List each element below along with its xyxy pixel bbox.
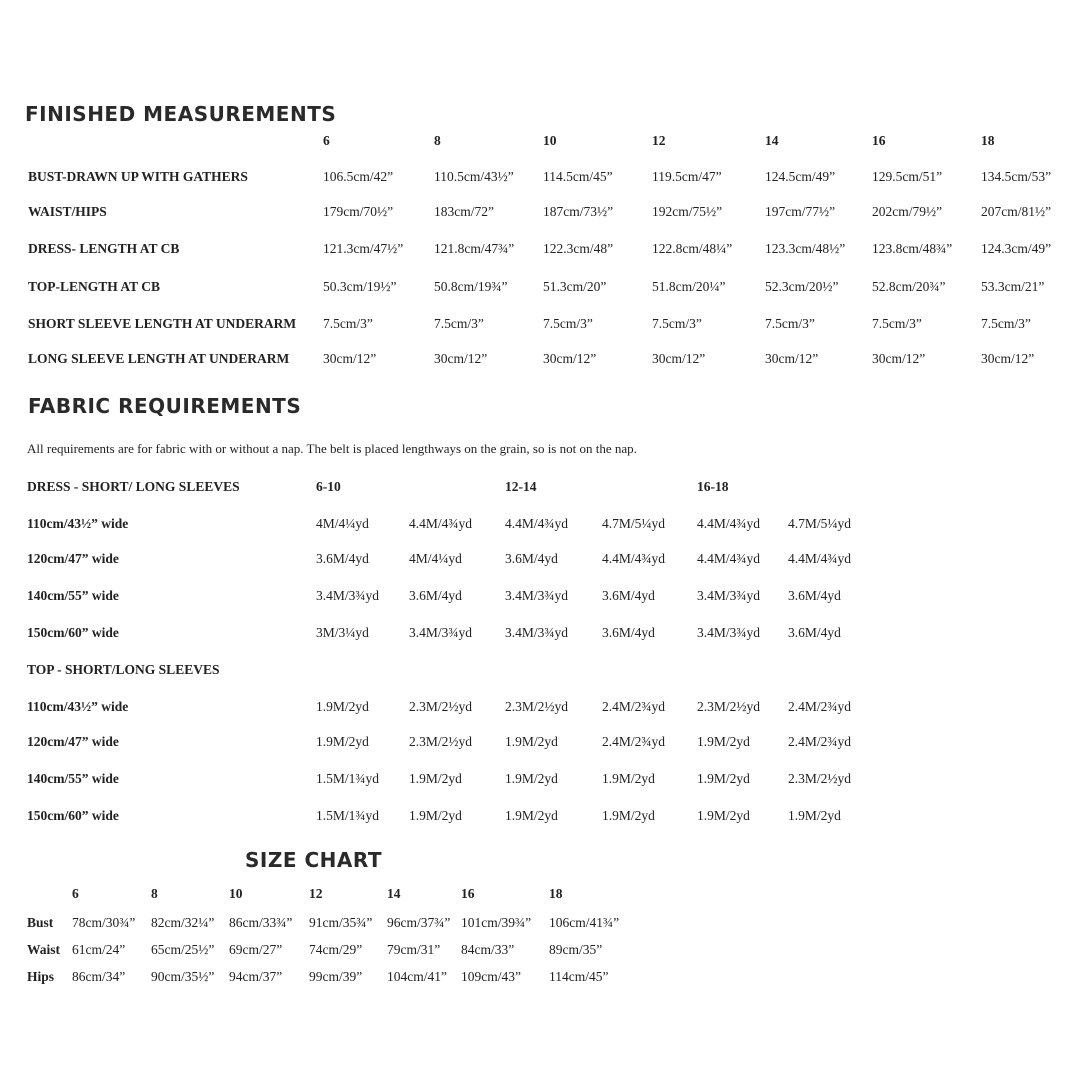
fabric-width-label: 120cm/47” wide <box>27 551 119 566</box>
fabric-cell: 3.4M/3¾yd <box>697 588 761 603</box>
size-header: 10 <box>543 133 557 148</box>
fabric-cell: 1.9M/2yd <box>409 808 462 823</box>
size-chart-cell: 96cm/37¾” <box>387 915 451 930</box>
measurement-cell: 52.3cm/20½” <box>765 279 839 294</box>
size-chart-cell: 99cm/39” <box>309 969 363 984</box>
row-label: BUST-DRAWN UP WITH GATHERS <box>28 169 248 184</box>
fabric-requirements-title: FABRIC REQUIREMENTS <box>28 394 302 418</box>
fabric-cell: 1.5M/1¾yd <box>316 808 380 823</box>
size-chart-cell: 89cm/35” <box>549 942 603 957</box>
fabric-cell: 2.4M/2¾yd <box>788 699 852 714</box>
fabric-width-label: 110cm/43½” wide <box>27 699 129 714</box>
size-group-header: 12-14 <box>505 479 537 494</box>
size-chart-cell: 82cm/32¼” <box>151 915 215 930</box>
size-chart-title: SIZE CHART <box>245 848 383 872</box>
size-header: 6 <box>323 133 330 148</box>
size-chart-cell: 91cm/35¾” <box>309 915 373 930</box>
fabric-width-label: 150cm/60” wide <box>27 625 119 640</box>
measurement-cell: 30cm/12” <box>981 351 1035 366</box>
fabric-cell: 3.6M/4yd <box>316 551 369 566</box>
measurement-cell: 30cm/12” <box>652 351 706 366</box>
fabric-cell: 1.9M/2yd <box>316 734 369 749</box>
size-header: 18 <box>549 886 563 901</box>
fabric-cell: 2.3M/2½yd <box>505 699 569 714</box>
measurement-cell: 7.5cm/3” <box>543 316 593 331</box>
measurement-cell: 134.5cm/53” <box>981 169 1052 184</box>
fabric-cell: 1.9M/2yd <box>505 808 558 823</box>
size-header: 14 <box>387 886 401 901</box>
measurement-cell: 207cm/81½” <box>981 204 1052 219</box>
measurement-cell: 7.5cm/3” <box>434 316 484 331</box>
size-header: 8 <box>434 133 441 148</box>
fabric-cell: 3.6M/4yd <box>788 625 841 640</box>
fabric-cell: 2.4M/2¾yd <box>602 734 666 749</box>
measurement-cell: 110.5cm/43½” <box>434 169 514 184</box>
fabric-cell: 1.9M/2yd <box>505 734 558 749</box>
measurement-cell: 106.5cm/42” <box>323 169 394 184</box>
measurement-cell: 51.3cm/20” <box>543 279 607 294</box>
fabric-cell: 3.6M/4yd <box>602 588 655 603</box>
fabric-width-label: 120cm/47” wide <box>27 734 119 749</box>
fabric-cell: 2.3M/2½yd <box>697 699 761 714</box>
measurement-cell: 51.8cm/20¼” <box>652 279 726 294</box>
fabric-width-label: 110cm/43½” wide <box>27 516 129 531</box>
size-header: 8 <box>151 886 158 901</box>
size-chart-cell: 101cm/39¾” <box>461 915 532 930</box>
size-group-header: 16-18 <box>697 479 729 494</box>
fabric-cell: 1.5M/1¾yd <box>316 771 380 786</box>
fabric-cell: 1.9M/2yd <box>697 771 750 786</box>
measurement-cell: 30cm/12” <box>543 351 597 366</box>
fabric-cell: 4M/4¼yd <box>409 551 462 566</box>
fabric-cell: 4.4M/4¾yd <box>788 551 852 566</box>
fabric-width-label: 150cm/60” wide <box>27 808 119 823</box>
measurement-cell: 50.3cm/19½” <box>323 279 397 294</box>
body-measure-label: Bust <box>27 915 54 930</box>
fabric-cell: 4.4M/4¾yd <box>602 551 666 566</box>
measurement-cell: 123.3cm/48½” <box>765 241 846 256</box>
fabric-cell: 4.4M/4¾yd <box>505 516 569 531</box>
measurement-cell: 7.5cm/3” <box>652 316 702 331</box>
fabric-cell: 2.3M/2½yd <box>409 699 473 714</box>
fabric-cell: 3.4M/3¾yd <box>505 588 569 603</box>
size-chart-cell: 114cm/45” <box>549 969 609 984</box>
size-header: 14 <box>765 133 779 148</box>
size-chart-cell: 86cm/33¾” <box>229 915 293 930</box>
row-label: WAIST/HIPS <box>28 204 107 219</box>
size-chart-cell: 109cm/43” <box>461 969 521 984</box>
size-chart-cell: 78cm/30¾” <box>72 915 136 930</box>
fabric-cell: 3M/3¼yd <box>316 625 369 640</box>
measurement-cell: 124.5cm/49” <box>765 169 836 184</box>
fabric-cell: 3.6M/4yd <box>788 588 841 603</box>
size-chart-cell: 106cm/41¾” <box>549 915 620 930</box>
fabric-cell: 3.6M/4yd <box>409 588 462 603</box>
measurement-cell: 7.5cm/3” <box>981 316 1031 331</box>
fabric-cell: 1.9M/2yd <box>697 808 750 823</box>
measurement-cell: 197cm/77½” <box>765 204 836 219</box>
dress-label: DRESS - SHORT/ LONG SLEEVES <box>27 479 240 494</box>
measurement-cell: 121.8cm/47¾” <box>434 241 515 256</box>
fabric-cell: 3.4M/3¾yd <box>316 588 380 603</box>
measurement-cell: 202cm/79½” <box>872 204 943 219</box>
size-chart-cell: 69cm/27” <box>229 942 283 957</box>
fabric-cell: 1.9M/2yd <box>697 734 750 749</box>
measurement-cell: 52.8cm/20¾” <box>872 279 946 294</box>
fabric-cell: 4.4M/4¾yd <box>409 516 473 531</box>
size-header: 18 <box>981 133 995 148</box>
measurement-cell: 183cm/72” <box>434 204 494 219</box>
row-label: DRESS- LENGTH AT CB <box>28 241 180 256</box>
fabric-cell: 3.6M/4yd <box>602 625 655 640</box>
row-label: SHORT SLEEVE LENGTH AT UNDERARM <box>28 316 297 331</box>
measurement-cell: 122.8cm/48¼” <box>652 241 733 256</box>
fabric-cell: 3.4M/3¾yd <box>697 625 761 640</box>
measurement-cell: 7.5cm/3” <box>323 316 373 331</box>
row-label: TOP-LENGTH AT CB <box>28 279 161 294</box>
measurement-cell: 123.8cm/48¾” <box>872 241 953 256</box>
fabric-cell: 4.4M/4¾yd <box>697 551 761 566</box>
measurement-cell: 114.5cm/45” <box>543 169 613 184</box>
fabric-cell: 4M/4¼yd <box>316 516 369 531</box>
measurement-cell: 129.5cm/51” <box>872 169 943 184</box>
size-header: 12 <box>652 133 666 148</box>
row-label: LONG SLEEVE LENGTH AT UNDERARM <box>28 351 290 366</box>
size-header: 16 <box>461 886 475 901</box>
fabric-cell: 4.7M/5¼yd <box>788 516 852 531</box>
fabric-cell: 1.9M/2yd <box>602 771 655 786</box>
body-measure-label: Hips <box>27 969 55 984</box>
size-chart-cell: 86cm/34” <box>72 969 126 984</box>
measurement-cell: 7.5cm/3” <box>872 316 922 331</box>
fabric-cell: 1.9M/2yd <box>788 808 841 823</box>
measurement-cell: 30cm/12” <box>434 351 488 366</box>
size-chart-cell: 90cm/35½” <box>151 969 215 984</box>
fabric-cell: 3.4M/3¾yd <box>505 625 569 640</box>
measurement-cell: 187cm/73½” <box>543 204 614 219</box>
size-chart-cell: 79cm/31” <box>387 942 441 957</box>
fabric-cell: 1.9M/2yd <box>602 808 655 823</box>
size-chart-cell: 94cm/37” <box>229 969 283 984</box>
measurement-cell: 119.5cm/47” <box>652 169 722 184</box>
fabric-cell: 2.3M/2½yd <box>409 734 473 749</box>
size-header: 6 <box>72 886 79 901</box>
measurement-cell: 30cm/12” <box>765 351 819 366</box>
fabric-cell: 1.9M/2yd <box>316 699 369 714</box>
fabric-cell: 2.4M/2¾yd <box>788 734 852 749</box>
measurement-cell: 179cm/70½” <box>323 204 394 219</box>
fabric-note: All requirements are for fabric with or without a nap. The belt is placed lengthways on the grain, so is not on the nap. <box>27 441 637 456</box>
fabric-cell: 1.9M/2yd <box>505 771 558 786</box>
size-chart-cell: 65cm/25½” <box>151 942 215 957</box>
top-label: TOP - SHORT/LONG SLEEVES <box>27 662 220 677</box>
size-header: 12 <box>309 886 323 901</box>
fabric-cell: 2.4M/2¾yd <box>602 699 666 714</box>
size-header: 10 <box>229 886 243 901</box>
fabric-cell: 4.4M/4¾yd <box>697 516 761 531</box>
measurement-cell: 192cm/75½” <box>652 204 723 219</box>
fabric-width-label: 140cm/55” wide <box>27 588 119 603</box>
measurement-cell: 124.3cm/49” <box>981 241 1052 256</box>
fabric-cell: 1.9M/2yd <box>409 771 462 786</box>
size-chart-cell: 104cm/41” <box>387 969 447 984</box>
measurement-cell: 30cm/12” <box>872 351 926 366</box>
measurement-cell: 121.3cm/47½” <box>323 241 404 256</box>
fabric-cell: 3.6M/4yd <box>505 551 558 566</box>
fabric-cell: 3.4M/3¾yd <box>409 625 473 640</box>
size-chart-cell: 61cm/24” <box>72 942 126 957</box>
size-group-header: 6-10 <box>316 479 341 494</box>
measurement-cell: 53.3cm/21” <box>981 279 1045 294</box>
finished-measurements-title: FINISHED MEASUREMENTS <box>25 102 337 126</box>
measurement-cell: 7.5cm/3” <box>765 316 815 331</box>
size-chart-cell: 84cm/33” <box>461 942 515 957</box>
fabric-cell: 4.7M/5¼yd <box>602 516 666 531</box>
measurement-cell: 30cm/12” <box>323 351 377 366</box>
size-header: 16 <box>872 133 886 148</box>
body-measure-label: Waist <box>27 942 61 957</box>
measurement-cell: 122.3cm/48” <box>543 241 614 256</box>
measurement-cell: 50.8cm/19¾” <box>434 279 508 294</box>
fabric-width-label: 140cm/55” wide <box>27 771 119 786</box>
fabric-cell: 2.3M/2½yd <box>788 771 852 786</box>
size-chart-cell: 74cm/29” <box>309 942 363 957</box>
